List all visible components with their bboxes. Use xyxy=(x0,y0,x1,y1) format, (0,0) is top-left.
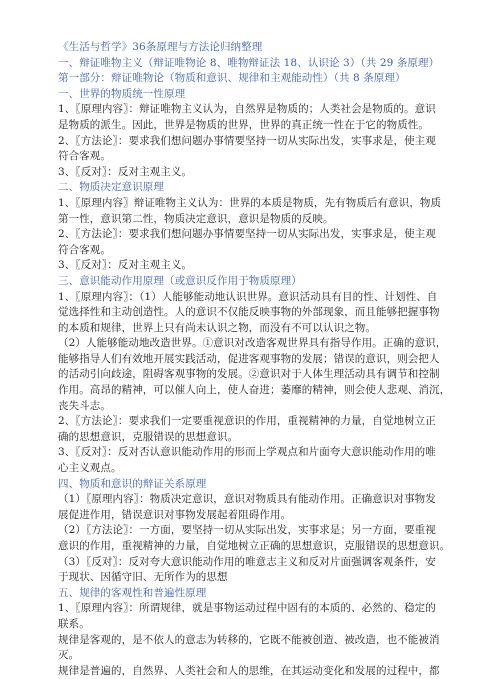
body-text-line: 觉选择性和主动创造性。人的意识不仅能反映事物的外部现象，而且能够把握事物 xyxy=(58,306,440,319)
body-text-line: 2、〖方法论〗：要求我们一定要重视意识的作用，重视精神的力量，自觉地树立正 xyxy=(58,415,436,428)
body-text-line: 2、〖方法论〗：要求我们想问题办事情要坚持一切从实际出发，实事求是，使主观 xyxy=(58,134,436,147)
body-text-line: 能够指导人们有效地开展实践活动，促进客观事物的发展；错误的意识，则会把人 xyxy=(58,352,440,365)
body-text-line: 3、〖反对〗：反对主观主义。 xyxy=(58,165,193,178)
body-text-line: 3、〖反对〗：反对主观主义。 xyxy=(58,259,193,272)
body-text-line: 规律是客观的，是不依人的意志为转移的，它既不能被创造、被改造，也不能被消 xyxy=(58,633,440,646)
section-heading: 一、辩证唯物主义（辩证唯物论 8、唯物辩证法 18、认识论 3）（共 29 条原理） xyxy=(58,56,440,69)
body-text-line: 1、〖原理内容〗：（1）人能够能动地认识世界。意识活动具有目的性、计划性、自 xyxy=(58,290,438,303)
body-text-line: 展促进作用，错误意识对事物发展起着阻碍作用。 xyxy=(58,508,292,521)
section-heading: 一、世界的物质统一性原理 xyxy=(58,87,186,100)
body-text-line: （2）人能够能动地改造世界。①意识对改造客观世界具有指导作用。正确的意识， xyxy=(58,337,447,350)
body-text-line: 丧失斗志。 xyxy=(58,399,111,412)
section-heading: 三、意识能动作用原理（或意识反作用于物质原理） xyxy=(58,274,302,287)
section-heading: 四、物质和意识的辩证关系原理 xyxy=(58,477,207,490)
section-heading: 二、物质决定意识原理 xyxy=(58,181,164,194)
body-text-line: 3、〖反对〗：反对否认意识能动作用的形而上学观点和片面夸大意识能动作用的唯 xyxy=(58,446,436,459)
body-text-line: 符合客观。 xyxy=(58,150,111,163)
body-text-line: 规律是普遍的，自然界、人类社会和人的思维，在其运动变化和发展的过程中，都 xyxy=(58,664,440,677)
body-text-line: 2、〖方法论〗：要求我们想问题办事情要坚持一切从实际出发，实事求是，使主观 xyxy=(58,228,436,241)
body-text-line: 符合客观。 xyxy=(58,243,111,256)
body-text-line: 1、〖原理内容〗辩证唯物主义认为：世界的本质是物质，先有物质后有意识，物质 xyxy=(58,196,442,209)
body-text-line: 1、〖原理内容〗：辩证唯物主义认为，自然界是物质的；人类社会是物质的。意识 xyxy=(58,103,436,116)
body-text-line: 第一性，意识第二性，物质决定意识，意识是物质的反映。 xyxy=(58,212,334,225)
body-text-line: 的本质和规律，世界上只有尚未认识之物，而没有不可以认识之物。 xyxy=(58,321,376,334)
body-text-line: 于现状、因循守旧、无所作为的思想 xyxy=(58,571,228,584)
section-heading: 《生活与哲学》36条原理与方法论归纳整理 xyxy=(58,41,263,53)
body-text-line: 是物质的派生。因此，世界是物质的世界，世界的真正统一性在于它的物质性。 xyxy=(58,118,429,131)
body-text-line: （1）〖原理内容〗：物质决定意识，意识对物质具有能动作用。正确意识对事物发 xyxy=(58,493,436,506)
body-text-line: （2）〖方法论〗：一方面，要坚持一切从实际出发，实事求是；另一方面，要重视 xyxy=(58,524,436,537)
body-text-line: 作用。高昂的精神，可以催人向上，使人奋进；萎靡的精神，则会使人悲观、消沉， xyxy=(58,384,451,397)
body-text-line: 的活动引向歧途，阻碍客观事物的发展。②意识对于人体生理活动具有调节和控制 xyxy=(58,368,440,381)
body-text-line: 联系。 xyxy=(58,617,90,630)
body-text-line: 确的思想意识，克服错误的思想意识。 xyxy=(58,430,239,443)
body-text-line: （3）〖反对〗：反对夸大意识能动作用的唯意志主义和反对片面强调客观条件，安 xyxy=(58,555,436,568)
body-text-line: 意识的作用，重视精神的力量，自觉地树立正确的思想意识，克服错误的思想意识。 xyxy=(58,540,451,552)
body-text-line: 灭。 xyxy=(58,649,80,662)
section-heading: 第一部分：辩证唯物论（物质和意识、规律和主观能动性）（共 8 条原理） xyxy=(58,72,406,85)
body-text-line: 1、〖原理内容〗：所谓规律，就是事物运动过程中固有的本质的、必然的、稳定的 xyxy=(58,602,436,615)
section-heading: 五、规律的客观性和普遍性原理 xyxy=(58,586,207,599)
body-text-line: 心主义观点。 xyxy=(58,462,122,475)
